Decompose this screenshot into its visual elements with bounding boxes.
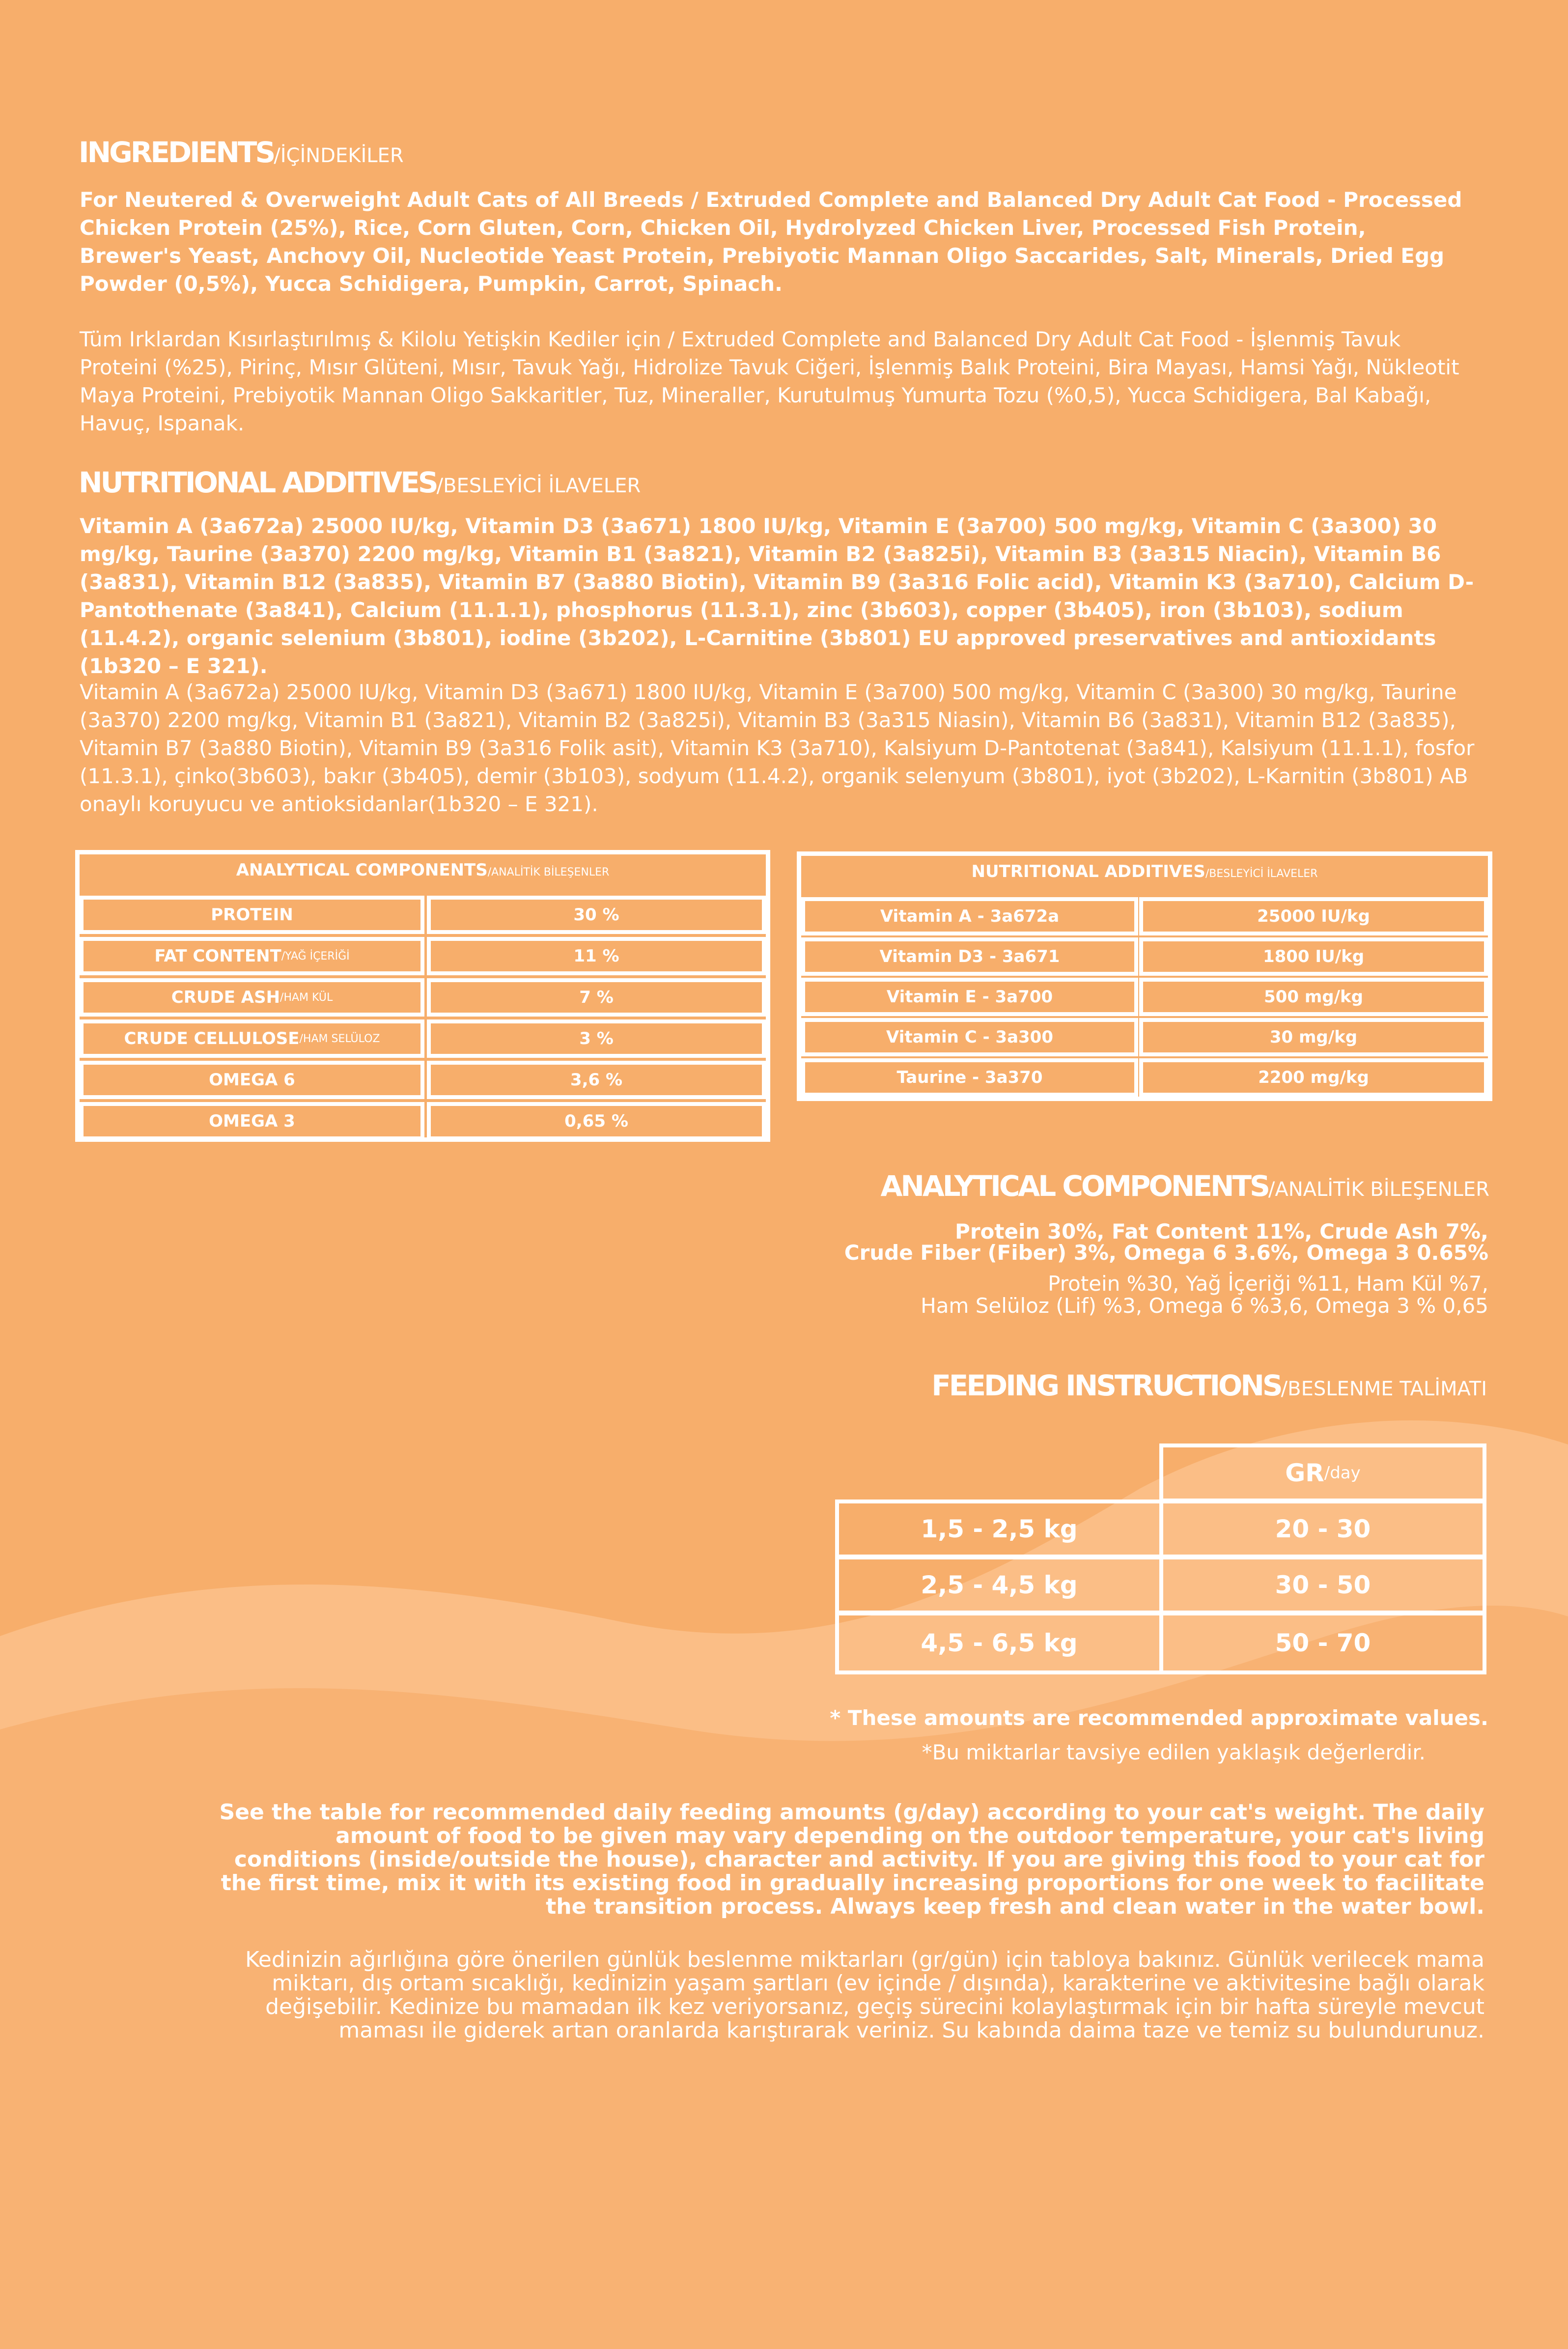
feeding-description-tr: Kedinizin ağırlığına göre önerilen günlük beslenme miktarları (gr/gün) için tabloya bakınız. Günlük verilecek mama miktarı, dış ortam sıcaklığı, kedinizin yaşam şartları (ev içinde / dışında), karakterine ve aktivitesine bağlı olarak değişebilir. Kedinize bu mamadan ilk kez veriyorsanız, geçiş sürecini kolaylaştırmak için bir hafta süreyle mevcut maması ile giderek artan oranlarda karıştırarak veriniz. Su kabında daima taze ve temiz su bulundurunuz. xyxy=(245,1947,1484,2043)
feeding-amount-cell: 50 - 70 xyxy=(1159,1612,1486,1674)
additive-label-cell: Taurine - 3a370 xyxy=(801,1058,1138,1097)
analytical-summary-en-line: Protein 30%, Fat Content 11%, Crude Ash 7%, xyxy=(955,1219,1488,1244)
analytical-value-cell: 30 % xyxy=(427,896,766,934)
additive-value-cell: 2200 mg/kg xyxy=(1139,1058,1488,1097)
table-row xyxy=(801,897,1488,935)
table-row xyxy=(801,1058,1488,1097)
feeding-weight-cell: 2,5 - 4,5 kg xyxy=(835,1556,1163,1614)
analytical-value-cell: 3 % xyxy=(427,1019,766,1058)
feeding-weight-cell: 1,5 - 2,5 kg xyxy=(835,1500,1163,1558)
feeding-weight-cell: 4,5 - 6,5 kg xyxy=(835,1612,1163,1674)
analytical-summary-en-line: Crude Fiber (Fiber) 3%, Omega 6 3.6%, Omega 3 0.65% xyxy=(844,1241,1488,1265)
additive-label-cell: Vitamin D3 - 3a671 xyxy=(801,937,1138,976)
analytical-value-cell: 3,6 % xyxy=(427,1061,766,1099)
additive-value-cell: 30 mg/kg xyxy=(1139,1018,1488,1056)
analytical-label-cell: OMEGA 3 xyxy=(80,1102,424,1140)
analytical-value-cell: 11 % xyxy=(427,937,766,975)
feeding-instructions-title-sub: /BESLENME TALİMATI xyxy=(1281,1378,1487,1400)
additive-value-cell: 25000 IU/kg xyxy=(1139,897,1488,935)
analytical-value-cell: 0,65 % xyxy=(427,1102,766,1140)
feeding-note-en: * These amounts are recommended approximate values. xyxy=(830,1706,1488,1730)
analytical-summary-title-sub: /ANALİTİK BİLEŞENLER xyxy=(1268,1178,1489,1201)
analytical-summary-tr-line: Protein %30, Yağ İçeriği %11, Ham Kül %7, xyxy=(1048,1272,1488,1296)
feeding-header-cell: GR /day xyxy=(1159,1443,1486,1502)
table-row xyxy=(801,937,1488,976)
analytical-value-cell: 7 % xyxy=(427,978,766,1017)
table-row xyxy=(80,937,766,975)
additive-value-cell: 500 mg/kg xyxy=(1139,978,1488,1016)
analytical-label-cell: OMEGA 6 xyxy=(80,1061,424,1099)
feeding-note-tr: *Bu miktarlar tavsiye edilen yaklaşık değerlerdir. xyxy=(922,1740,1426,1764)
nutritional-additives-title: NUTRITIONAL ADDITIVES/BESLEYİCİ İLAVELER xyxy=(79,466,641,499)
additive-label-cell: Vitamin E - 3a700 xyxy=(801,978,1138,1016)
ingredients-title-sub: /İÇİNDEKİLER xyxy=(274,144,404,167)
ingredients-text-tr: Tüm Irklardan Kısırlaştırılmış & Kilolu Yetişkin Kediler için / Extruded Complete and Balanced Dry Adult Cat Food - İşlenmiş Tavuk Proteini (%25), Pirinç, Mısır Glüteni, Mısır, Tavuk Yağı, Hidrolize Tavuk Ciğeri, İşlenmiş Balık Proteini, Bira Mayası, Hamsi Yağı, Nükleotit Maya Proteini, Prebiyotik Mannan Oligo Sakkaritler, Tuz, Mineraller, Kurutulmuş Yumurta Tozu (%0,5), Yucca Schidigera, Bal Kabağı, Havuç, Ispanak. xyxy=(80,327,1459,435)
analytical-summary-title: ANALYTICAL COMPONENTS/ANALİTİK BİLEŞENLER xyxy=(880,1169,1489,1203)
analytical-summary-en xyxy=(844,1221,1488,1263)
table-row xyxy=(801,978,1488,1016)
nutritional-additives-title-sub: /BESLEYİCİ İLAVELER xyxy=(436,475,641,497)
nutritional-additives-text-tr: Vitamin A (3a672a) 25000 IU/kg, Vitamin D3 (3a671) 1800 IU/kg, Vitamin E (3a700) 500 mg/kg, Vitamin C (3a300) 30 mg/kg, Taurine (3a370) 2200 mg/kg, Vitamin B1 (3a821), Vitamin B2 (3a825i), Vitamin B3 (3a315 Niasin), Vitamin B6 (3a831), Vitamin B12 (3a835), Vitamin B7 (3a880 Biotin), Vitamin B9 (3a316 Folik asit), Vitamin K3 (3a710), Kalsiyum D-Pantotenat (3a841), Kalsiyum (11.1.1), fosfor (11.3.1), çinko(3b603), bakır (3b405), demir (3b103), sodyum (11.4.2), organik selenyum (3b801), iyot (3b202), L-Karnitin (3b801) AB onaylı koruyucu ve antioksidanlar(1b320 – E 321). xyxy=(80,680,1475,816)
table-row xyxy=(80,896,766,934)
analytical-table-header: ANALYTICAL COMPONENTS/ANALİTİK BİLEŞENLER xyxy=(236,860,610,880)
nutritional-additives-table xyxy=(797,851,1492,1101)
additive-label-cell: Vitamin C - 3a300 xyxy=(801,1018,1138,1056)
analytical-components-table xyxy=(75,850,770,1142)
table-row xyxy=(80,1019,766,1058)
analytical-label-cell: CRUDE ASH /HAM KÜL xyxy=(80,978,424,1017)
feeding-table xyxy=(835,1443,1486,1674)
ingredients-title: INGREDIENTS/İÇİNDEKİLER xyxy=(79,136,404,169)
feeding-amount-cell: 30 - 50 xyxy=(1159,1556,1486,1614)
additives-table-header: NUTRITIONAL ADDITIVES/BESLEYİCİ İLAVELER xyxy=(971,862,1318,881)
table-row xyxy=(80,1102,766,1140)
table-row xyxy=(80,1061,766,1099)
nutritional-additives-text-en: Vitamin A (3a672a) 25000 IU/kg, Vitamin D3 (3a671) 1800 IU/kg, Vitamin E (3a700) 500 mg/kg, Vitamin C (3a300) 30 mg/kg, Taurine (3a370) 2200 mg/kg, Vitamin B1 (3a821), Vitamin B2 (3a825i), Vitamin B3 (3a315 Niacin), Vitamin B6 (3a831), Vitamin B12 (3a835), Vitamin B7 (3a880 Biotin), Vitamin B9 (3a316 Folic acid), Vitamin K3 (3a710), Calcium D-Pantothenate (3a841), Calcium (11.1.1), phosphorus (11.3.1), zinc (3b603), copper (3b405), iron (3b103), sodium (11.4.2), organic selenium (3b801), iodine (3b202), L-Carnitine (3b801) EU approved preservatives and antioxidants (1b320 – E 321). xyxy=(80,514,1474,678)
feeding-instructions-title: FEEDING INSTRUCTIONS/BESLENME TALİMATI xyxy=(931,1369,1487,1402)
additive-value-cell: 1800 IU/kg xyxy=(1139,937,1488,976)
table-row xyxy=(80,978,766,1017)
analytical-label-cell: PROTEIN xyxy=(80,896,424,934)
feeding-description-en: See the table for recommended daily feeding amounts (g/day) according to your cat's weight. The daily amount of food to be given may vary depending on the outdoor temperature, your cat's living conditions (inside/outside the house), character and activity. If you are giving this food to your cat for the first time, mix it with its existing food in gradually increasing proportions for one week to facilitate the transition process. Always keep fresh and clean water in the water bowl. xyxy=(219,1800,1484,1919)
analytical-label-cell: FAT CONTENT /YAĞ İÇERİĞİ xyxy=(80,937,424,975)
analytical-summary-tr xyxy=(921,1273,1488,1317)
additive-label-cell: Vitamin A - 3a672a xyxy=(801,897,1138,935)
table-row xyxy=(801,1018,1488,1056)
analytical-summary-tr-line: Ham Selüloz (Lif) %3, Omega 6 %3,6, Omega 3 % 0,65 xyxy=(921,1294,1488,1318)
feeding-amount-cell: 20 - 30 xyxy=(1159,1500,1486,1558)
ingredients-text-en: For Neutered & Overweight Adult Cats of All Breeds / Extruded Complete and Balanced Dry Adult Cat Food - Processed Chicken Protein (25%), Rice, Corn Gluten, Corn, Chicken Oil, Hydrolyzed Chicken Liver, Processed Fish Protein, Brewer's Yeast, Anchovy Oil, Nucleotide Yeast Protein, Prebiyotic Mannan Oligo Saccarides, Salt, Minerals, Dried Egg Powder (0,5%), Yucca Schidigera, Pumpkin, Carrot, Spinach. xyxy=(80,188,1462,296)
analytical-label-cell: CRUDE CELLULOSE /HAM SELÜLOZ xyxy=(80,1019,424,1058)
